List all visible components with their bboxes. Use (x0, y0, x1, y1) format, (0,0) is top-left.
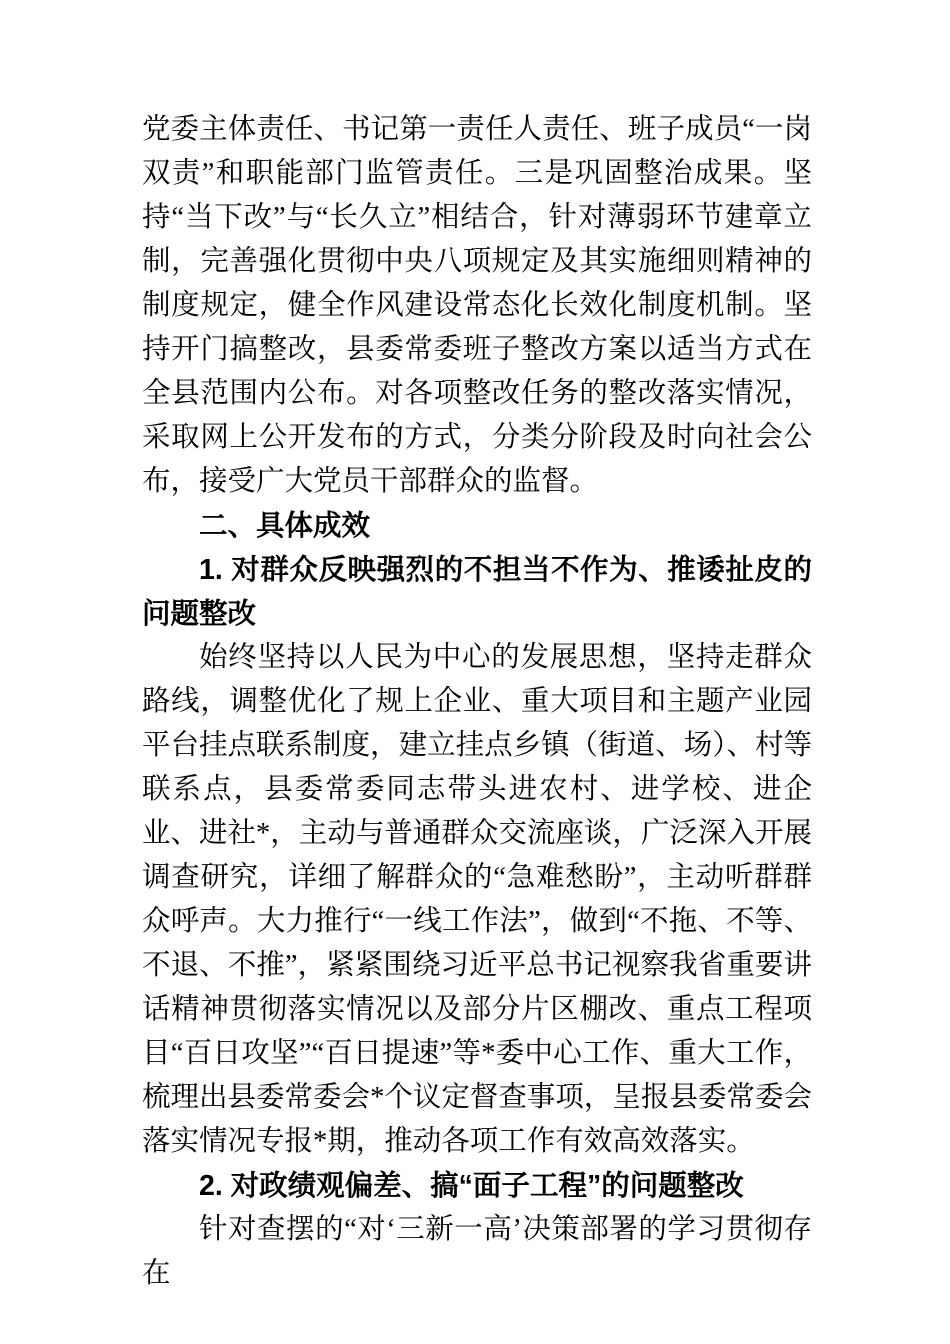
item-2-heading: 2. 对政绩观偏差、搞“面子工程”的问题整改 (199, 1170, 744, 1202)
continuation-paragraph: 党委主体责任、书记第一责任人责任、班子成员“一岗双责”和职能部门监管责任。三是巩固整治成果。坚持“当下改”与“长久立”相结合，针对薄弱环节建章立制，完善强化贯彻中央八项规定及其实施细则精神的制度规定，健全作风建设常态化长效化制度机制。坚持开门搞整改，县委常委班子整改方案以适当方式在全县范围内公布。对各项整改任务的整改落实情况，采取网上公开发布的方式，分类分阶段及时向社会公布，接受广大党员干部群众的监督。 (142, 114, 812, 497)
item-1-paragraph: 始终坚持以人民为中心的发展思想，坚持走群众路线，调整优化了规上企业、重大项目和主题产业园平台挂点联系制度，建立挂点乡镇（街道、场）、村等联系点，县委常委同志带头进农村、进学校、进企业、进社*，主动与普通群众交流座谈，广泛深入开展调查研究，详细了解群众的“急难愁盼”，主动听群群众呼声。大力推行“一线工作法”，做到“不拖、不等、不退、不推”，紧紧围绕习近平总书记视察我省重要讲话精神贯彻落实情况以及部分片区棚改、重点工程项目“百日攻坚”“百日提速”等*委中心工作、重大工作，梳理出县委常委会*个议定督查事项，呈报县委常委会落实情况专报*期，推动各项工作有效高效落实。 (142, 642, 812, 1157)
item-1-heading: 1. 对群众反映强烈的不担当不作为、推诿扯皮的问题整改 (142, 554, 812, 630)
item-2-paragraph: 针对查摆的“对‘三新一高’决策部署的学习贯彻存在 (142, 1214, 812, 1289)
section-heading: 二、具体成效 (199, 510, 371, 542)
